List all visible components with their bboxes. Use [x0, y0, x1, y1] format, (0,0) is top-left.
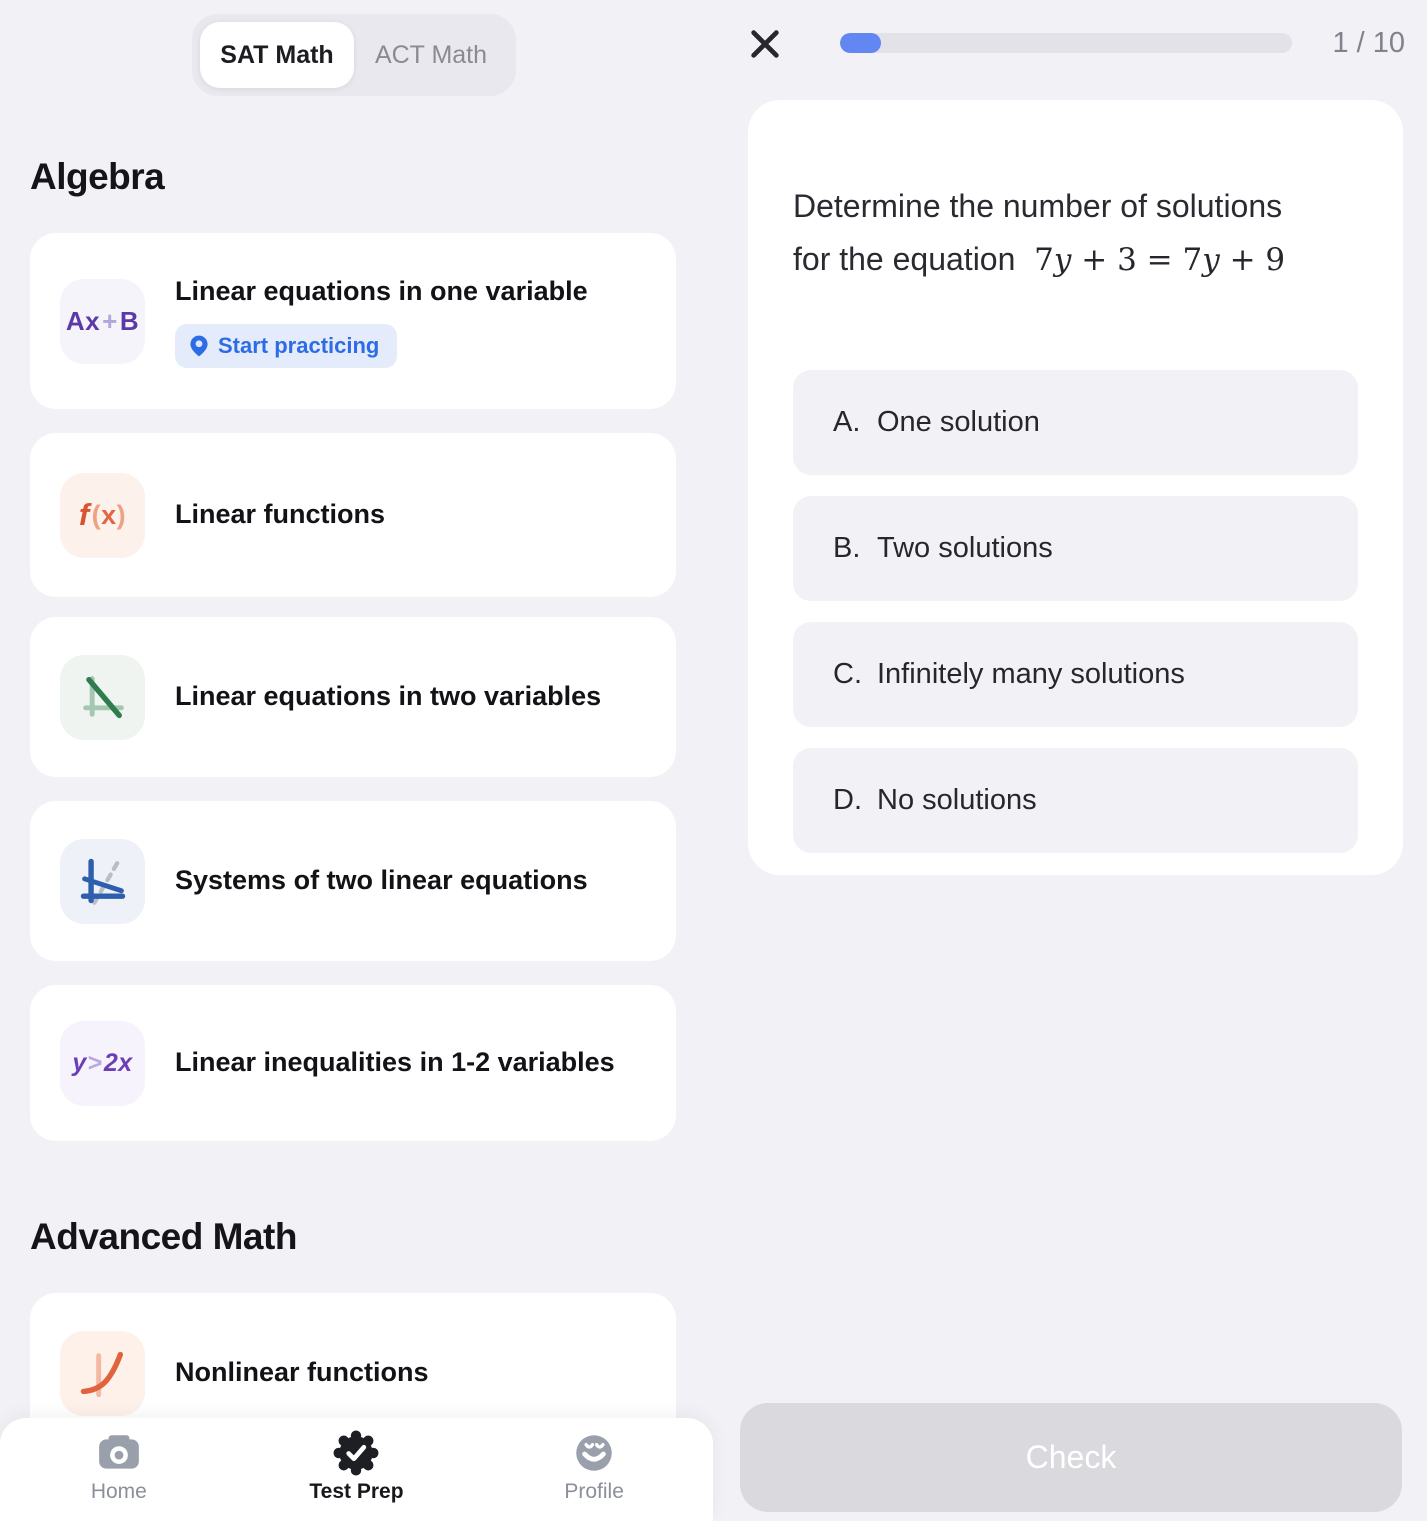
topic-title: Nonlinear functions	[175, 1357, 429, 1388]
nav-item-test-prep[interactable]	[239, 1430, 474, 1504]
tab-sat-math[interactable]: SAT Math	[200, 22, 354, 88]
section-heading-advanced-math: Advanced Math	[30, 1216, 297, 1257]
start-practicing-button[interactable]	[175, 324, 397, 368]
progress-bar	[840, 33, 1292, 53]
topic-title: Linear equations in one variable	[175, 276, 588, 307]
topic-card-linear-equations-two-variables[interactable]	[30, 617, 676, 777]
topic-title: Linear functions	[175, 499, 386, 530]
y-gt-2x-icon: y > 2x	[60, 1021, 145, 1106]
progress-fill	[840, 33, 881, 53]
close-icon	[748, 27, 782, 61]
option-a[interactable]	[793, 370, 1358, 475]
topic-card-linear-functions[interactable]	[30, 433, 676, 597]
topic-title: Linear inequalities in 1-2 variables	[175, 1047, 615, 1078]
close-button[interactable]	[746, 25, 784, 63]
question-line1: Determine the number of solutions	[793, 188, 1283, 224]
topic-title: Linear equations in two variables	[175, 681, 602, 712]
nav-label-profile: Profile	[564, 1480, 624, 1503]
option-letter: D.	[833, 783, 862, 816]
progress-label: 1 / 10	[1332, 27, 1405, 59]
option-text: Infinitely many solutions	[877, 657, 1185, 690]
option-c[interactable]	[793, 622, 1358, 727]
curve-graph-icon	[60, 1331, 145, 1416]
two-lines-graph-icon	[60, 839, 145, 924]
equation: 7y + 3 = 7y + 9	[1034, 241, 1286, 278]
quiz-panel	[713, 0, 1427, 1521]
nav-label-home: Home	[90, 1480, 147, 1503]
option-letter: C.	[833, 657, 862, 690]
line-graph-icon	[60, 655, 145, 740]
option-text: No solutions	[877, 783, 1037, 816]
option-text: One solution	[877, 405, 1040, 438]
options-list	[793, 370, 1358, 853]
question-text	[793, 180, 1358, 286]
topic-card-systems-two-linear-equations[interactable]	[30, 801, 676, 961]
nav-label-test-prep: Test Prep	[309, 1480, 404, 1503]
topics-panel	[0, 0, 713, 1521]
f-of-x-icon: f ( x )	[60, 473, 145, 558]
nav-item-home[interactable]	[1, 1430, 236, 1504]
tab-act-math[interactable]: ACT Math	[374, 40, 488, 69]
location-pin-icon	[189, 334, 209, 358]
check-button-label: Check	[1025, 1439, 1117, 1475]
option-letter: B.	[833, 531, 861, 564]
home-camera-icon	[96, 1430, 142, 1476]
nav-item-profile[interactable]	[477, 1430, 712, 1504]
question-card	[748, 100, 1403, 875]
option-b[interactable]	[793, 496, 1358, 601]
topic-card-linear-inequalities[interactable]	[30, 985, 676, 1141]
option-letter: A.	[833, 405, 861, 438]
check-button[interactable]	[740, 1403, 1402, 1512]
option-d[interactable]	[793, 748, 1358, 853]
profile-smiley-icon	[571, 1430, 617, 1476]
start-practicing-label: Start practicing	[218, 332, 380, 358]
topic-title: Systems of two linear equations	[175, 865, 588, 896]
topic-card-linear-equations-one-variable[interactable]	[30, 233, 676, 409]
math-tabs	[192, 14, 516, 96]
section-heading-algebra: Algebra	[30, 156, 165, 197]
option-text: Two solutions	[877, 531, 1053, 564]
bottom-nav	[0, 1418, 713, 1521]
test-prep-badge-icon	[333, 1430, 379, 1476]
ax-plus-b-icon: Ax + B	[60, 279, 145, 364]
question-line2-prefix: for the equation	[793, 240, 1016, 277]
